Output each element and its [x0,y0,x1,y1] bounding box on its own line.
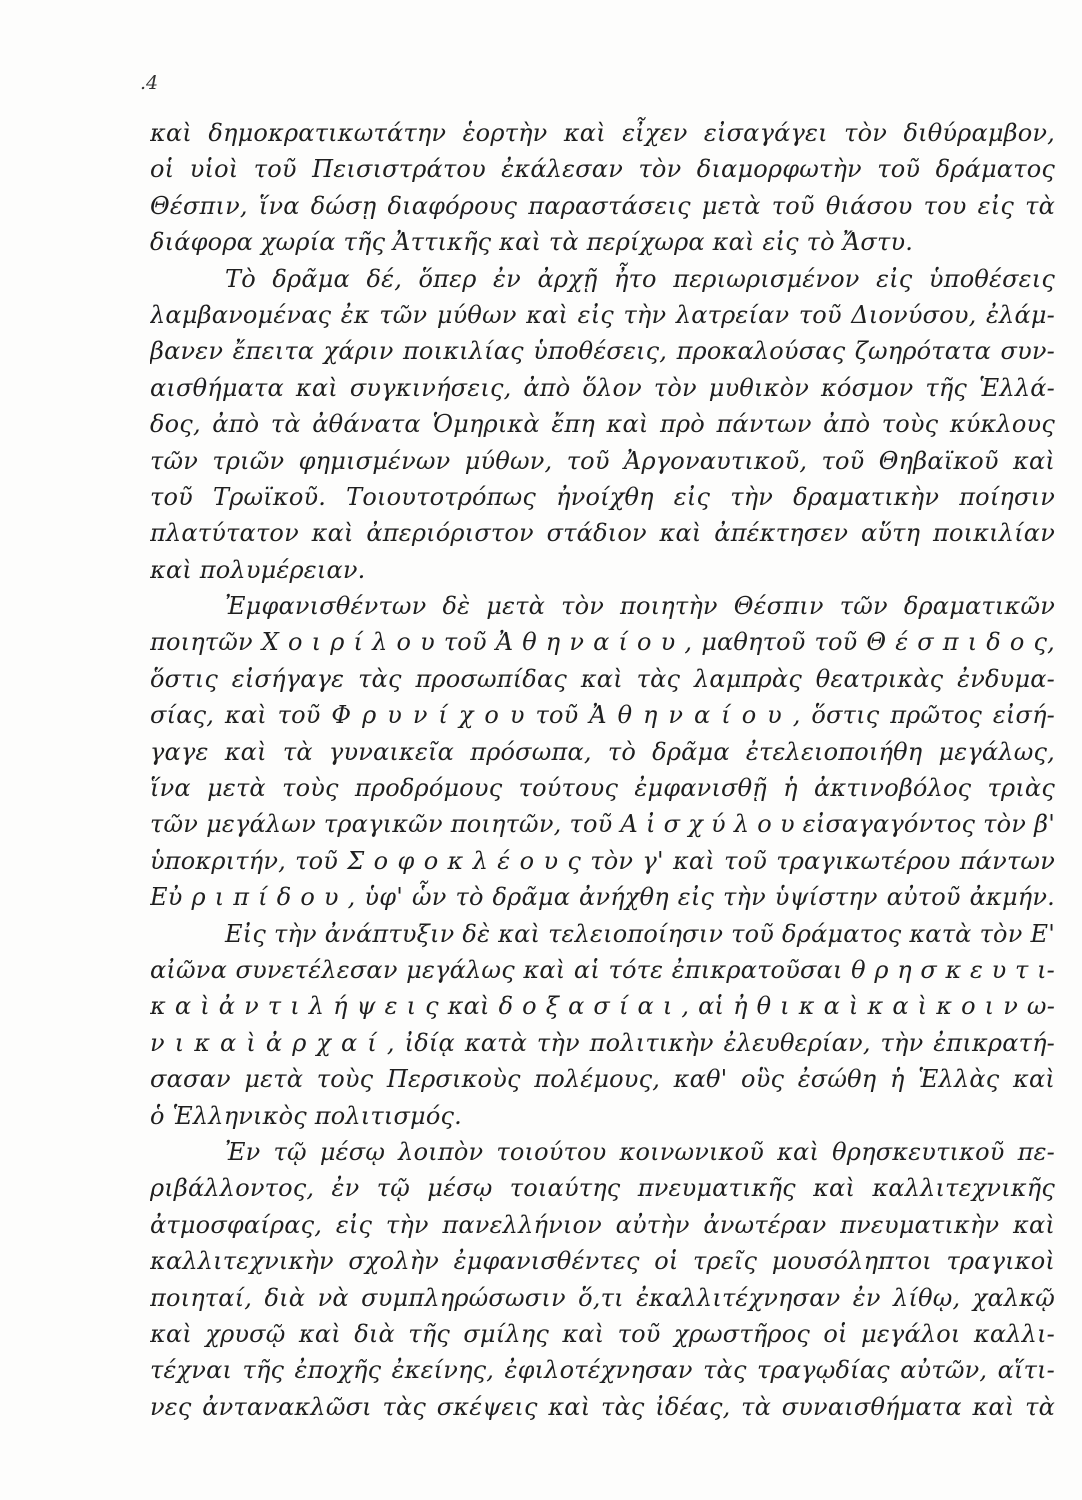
text-line: ριβάλλοντος, ἐν τῷ μέσῳ τοιαύτης πνευματικῆς καὶ καλλιτεχνικῆς [150,1174,1055,1203]
text-line: τῶν μεγάλων τραγικῶν ποιητῶν, τοῦ Α ἰ σ χ ύ λ ο υ εἰσαγαγόντος τὸν β' [150,810,1055,839]
text-line: βανεν ἔπειτα χάριν ποικιλίας ὑποθέσεις, προκαλούσας ζωηρότατα συν- [150,337,1055,366]
text-line: τοῦ Τρωϊκοῦ. Τοιουτοτρόπως ἠνοίχθη εἰς τὴν δραματικὴν ποίησιν [150,482,1055,511]
text-line: καὶ χρυσῷ καὶ διὰ τῆς σμίλης καὶ τοῦ χρωστῆρος οἱ μεγάλοι καλλι- [150,1319,1055,1348]
text-line: ποιηταί, διὰ νὰ συμπληρώσωσιν ὅ,τι ἐκαλλιτέχνησαν ἐν λίθῳ, χαλκῷ [150,1283,1055,1312]
text-line: σασαν μετὰ τοὺς Περσικοὺς πολέμους, καθ' οὓς ἐσώθη ἡ Ἑλλὰς καὶ [150,1065,1055,1094]
text-line: Εὐ ρ ι π ί δ ο υ , ὑφ' ὧν τὸ δρᾶμα ἀνήχθη εἰς τὴν ὑψίστην αὐτοῦ ἀκμήν. [150,883,1055,912]
text-line: λαμβανομένας ἐκ τῶν μύθων καὶ εἰς τὴν λατρείαν τοῦ Διονύσου, ἐλάμ- [150,300,1055,329]
text-line: αισθήματα καὶ συγκινήσεις, ἀπὸ ὅλον τὸν μυθικὸν κόσμον τῆς Ἑλλά- [150,373,1055,402]
text-line: ποιητῶν Χ ο ι ρ ί λ ο υ τοῦ Ἀ θ η ν α ί ο υ , μαθητοῦ τοῦ Θ έ σ π ι δ ο ς, [150,628,1055,657]
text-line: τέχναι τῆς ἐποχῆς ἐκείνης, ἐφιλοτέχνησαν τὰς τραγῳδίας αὐτῶν, αἵτι- [150,1356,1055,1385]
text-line: καὶ πολυμέρειαν. [150,555,366,584]
text-line: οἱ υἱοὶ τοῦ Πεισιστράτου ἐκάλεσαν τὸν διαμορφωτὴν τοῦ δράματος [150,155,1055,184]
text-line: τῶν τριῶν φημισμένων μύθων, τοῦ Ἀργοναυτικοῦ, τοῦ Θηβαϊκοῦ καὶ [150,446,1055,475]
text-line: Ἐμφανισθέντων δὲ μετὰ τὸν ποιητὴν Θέσπιν τῶν δραματικῶν [225,592,1055,621]
text-line: δος, ἀπὸ τὰ ἀθάνατα Ὁμηρικὰ ἔπη καὶ πρὸ πάντων ἀπὸ τοὺς κύκλους [150,410,1055,439]
text-line: σίας, καὶ τοῦ Φ ρ υ ν ί χ ο υ τοῦ Ἀ θ η ν α ί ο υ , ὅστις πρῶτος εἰσή- [150,701,1055,730]
text-line: κ α ὶ ἀ ν τ ι λ ή ψ ε ι ς καὶ δ ο ξ α σ ί α ι , αἱ ἠ θ ι κ α ὶ κ α ὶ κ ο ι ν ω- [150,992,1055,1021]
text-line: καὶ δημοκρατικωτάτην ἑορτὴν καὶ εἶχεν εἰσαγάγει τὸν διθύραμβον, [150,119,1055,147]
body-text [150,115,1055,1425]
text-line: πλατύτατον καὶ ἀπεριόριστον στάδιον καὶ ἀπέκτησεν αὕτη ποικιλίαν [150,519,1055,548]
text-line: ὅστις εἰσήγαγε τὰς προσωπίδας καὶ τὰς λαμπρὰς θεατρικὰς ἐνδυμα- [150,664,1055,693]
text-line: Τὸ δρᾶμα δέ, ὅπερ ἐν ἀρχῇ ἦτο περιωρισμένον εἰς ὑποθέσεις [225,264,1055,293]
text-line: Ἐν τῷ μέσῳ λοιπὸν τοιούτου κοινωνικοῦ καὶ θρησκευτικοῦ πε- [225,1137,1055,1166]
text-line: αἰῶνα συνετέλεσαν μεγάλως καὶ αἱ τότε ἐπικρατοῦσαι θ ρ η σ κ ε υ τ ι- [150,955,1055,984]
text-line: Εἰς τὴν ἀνάπτυξιν δὲ καὶ τελειοποίησιν τοῦ δράματος κατὰ τὸν Ε' [225,919,1055,948]
text-line: νες ἀντανακλῶσι τὰς σκέψεις καὶ τὰς ἰδέας, τὰ συναισθήματα καὶ τὰ [150,1392,1055,1421]
text-line: γαγε καὶ τὰ γυναικεῖα πρόσωπα, τὸ δρᾶμα ἐτελειοποιήθη μεγάλως, [150,737,1055,766]
text-line: ν ι κ α ὶ ἀ ρ χ α ί , ἰδίᾳ κατὰ τὴν πολιτικὴν ἐλευθερίαν, τὴν ἐπικρατή- [150,1028,1055,1057]
text-line: Θέσπιν, ἵνα δώσῃ διαφόρους παραστάσεις μετὰ τοῦ θιάσου του εἰς τὰ [150,191,1055,220]
text-line: ἀτμοσφαίρας, εἰς τὴν πανελλήνιον αὐτὴν ἀνωτέραν πνευματικὴν καὶ [150,1210,1055,1239]
text-line: διάφορα χωρία τῆς Ἀττικῆς καὶ τὰ περίχωρα καὶ εἰς τὸ Ἄστυ. [150,228,914,257]
text-line: ἵνα μετὰ τοὺς προδρόμους τούτους ἐμφανισθῇ ἡ ἀκτινοβόλος τριὰς [150,774,1055,803]
page-number: .4 [140,72,159,94]
text-line: ὑποκριτήν, τοῦ Σ ο φ ο κ λ έ ο υ ς τὸν γ' καὶ τοῦ τραγικωτέρου πάντων [150,846,1055,875]
text-line: καλλιτεχνικὴν σχολὴν ἐμφανισθέντες οἱ τρεῖς μουσόληπτοι τραγικοὶ [150,1247,1055,1276]
text-line: ὁ Ἑλληνικὸς πολιτισμός. [150,1101,462,1130]
